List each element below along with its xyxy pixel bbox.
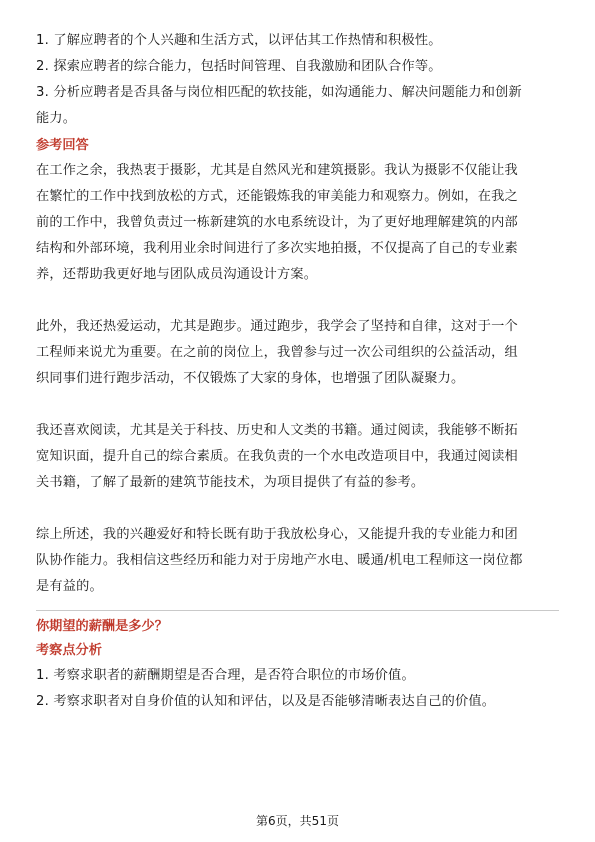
intro-item-3-continued: 能力。 bbox=[36, 111, 77, 126]
question-heading: 你期望的薪酬是多少？ bbox=[36, 619, 168, 634]
section-divider bbox=[36, 610, 559, 611]
answer-line: 养，还帮助我更好地与团队成员沟通设计方案。 bbox=[36, 267, 318, 282]
answer-line: 是有益的。 bbox=[36, 579, 103, 594]
intro-list bbox=[36, 28, 560, 132]
answer-line: 结构和外部环境，我利用业余时间进行了多次实地拍摄，不仅提高了自己的专业素 bbox=[36, 241, 518, 256]
paragraph-gap bbox=[36, 392, 560, 418]
analysis-list bbox=[36, 663, 560, 715]
answer-paragraph-2 bbox=[36, 314, 560, 392]
answer-line: 宽知识面，提升自己的综合素质。在我负责的一个水电改造项目中，我通过阅读相 bbox=[36, 449, 518, 464]
intro-item-3: 3. 分析应聘者是否具备与岗位相匹配的软技能，如沟通能力、解决问题能力和创新 bbox=[36, 85, 522, 100]
analysis-item-2: 2. 考察求职者对自身价值的认知和评估，以及是否能够清晰表达自己的价值。 bbox=[36, 694, 496, 709]
paragraph-gap bbox=[36, 496, 560, 522]
answer-paragraph-4 bbox=[36, 522, 560, 600]
answer-line: 此外，我还热爱运动，尤其是跑步。通过跑步，我学会了坚持和自律，这对于一个 bbox=[36, 319, 518, 334]
intro-item-2: 2. 探索应聘者的综合能力，包括时间管理、自我激励和团队合作等。 bbox=[36, 59, 442, 74]
answer-line: 前的工作中，我曾负责过一栋新建筑的水电系统设计，为了更好地理解建筑的内部 bbox=[36, 215, 518, 230]
answer-line: 队协作能力。我相信这些经历和能力对于房地产水电、暖通/机电工程师这一岗位都 bbox=[36, 553, 523, 568]
analysis-heading: 考察点分析 bbox=[36, 643, 102, 658]
answer-paragraph-1 bbox=[36, 158, 560, 288]
answer-line: 工程师来说尤为重要。在之前的岗位上，我曾参与过一次公司组织的公益活动，组 bbox=[36, 345, 518, 360]
answer-line: 在繁忙的工作中找到放松的方式，还能锻炼我的审美能力和观察力。例如，在我之 bbox=[36, 189, 518, 204]
answer-line: 织同事们进行跑步活动，不仅锻炼了大家的身体，也增强了团队凝聚力。 bbox=[36, 371, 465, 386]
paragraph-gap bbox=[36, 288, 560, 314]
answer-heading: 参考回答 bbox=[36, 138, 89, 153]
page-number-footer: 第6页，共51页 bbox=[256, 814, 339, 828]
answer-line: 在工作之余，我热衷于摄影，尤其是自然风光和建筑摄影。我认为摄影不仅能让我 bbox=[36, 163, 518, 178]
intro-item-1: 1. 了解应聘者的个人兴趣和生活方式，以评估其工作热情和积极性。 bbox=[36, 33, 442, 48]
page-content bbox=[36, 28, 560, 715]
analysis-item-1: 1. 考察求职者的薪酬期望是否合理，是否符合职位的市场价值。 bbox=[36, 668, 415, 683]
answer-line: 关书籍，了解了最新的建筑节能技术，为项目提供了有益的参考。 bbox=[36, 475, 425, 490]
answer-paragraph-3 bbox=[36, 418, 560, 496]
answer-line: 综上所述，我的兴趣爱好和特长既有助于我放松身心，又能提升我的专业能力和团 bbox=[36, 527, 518, 542]
answer-line: 我还喜欢阅读，尤其是关于科技、历史和人文类的书籍。通过阅读，我能够不断拓 bbox=[36, 423, 518, 438]
